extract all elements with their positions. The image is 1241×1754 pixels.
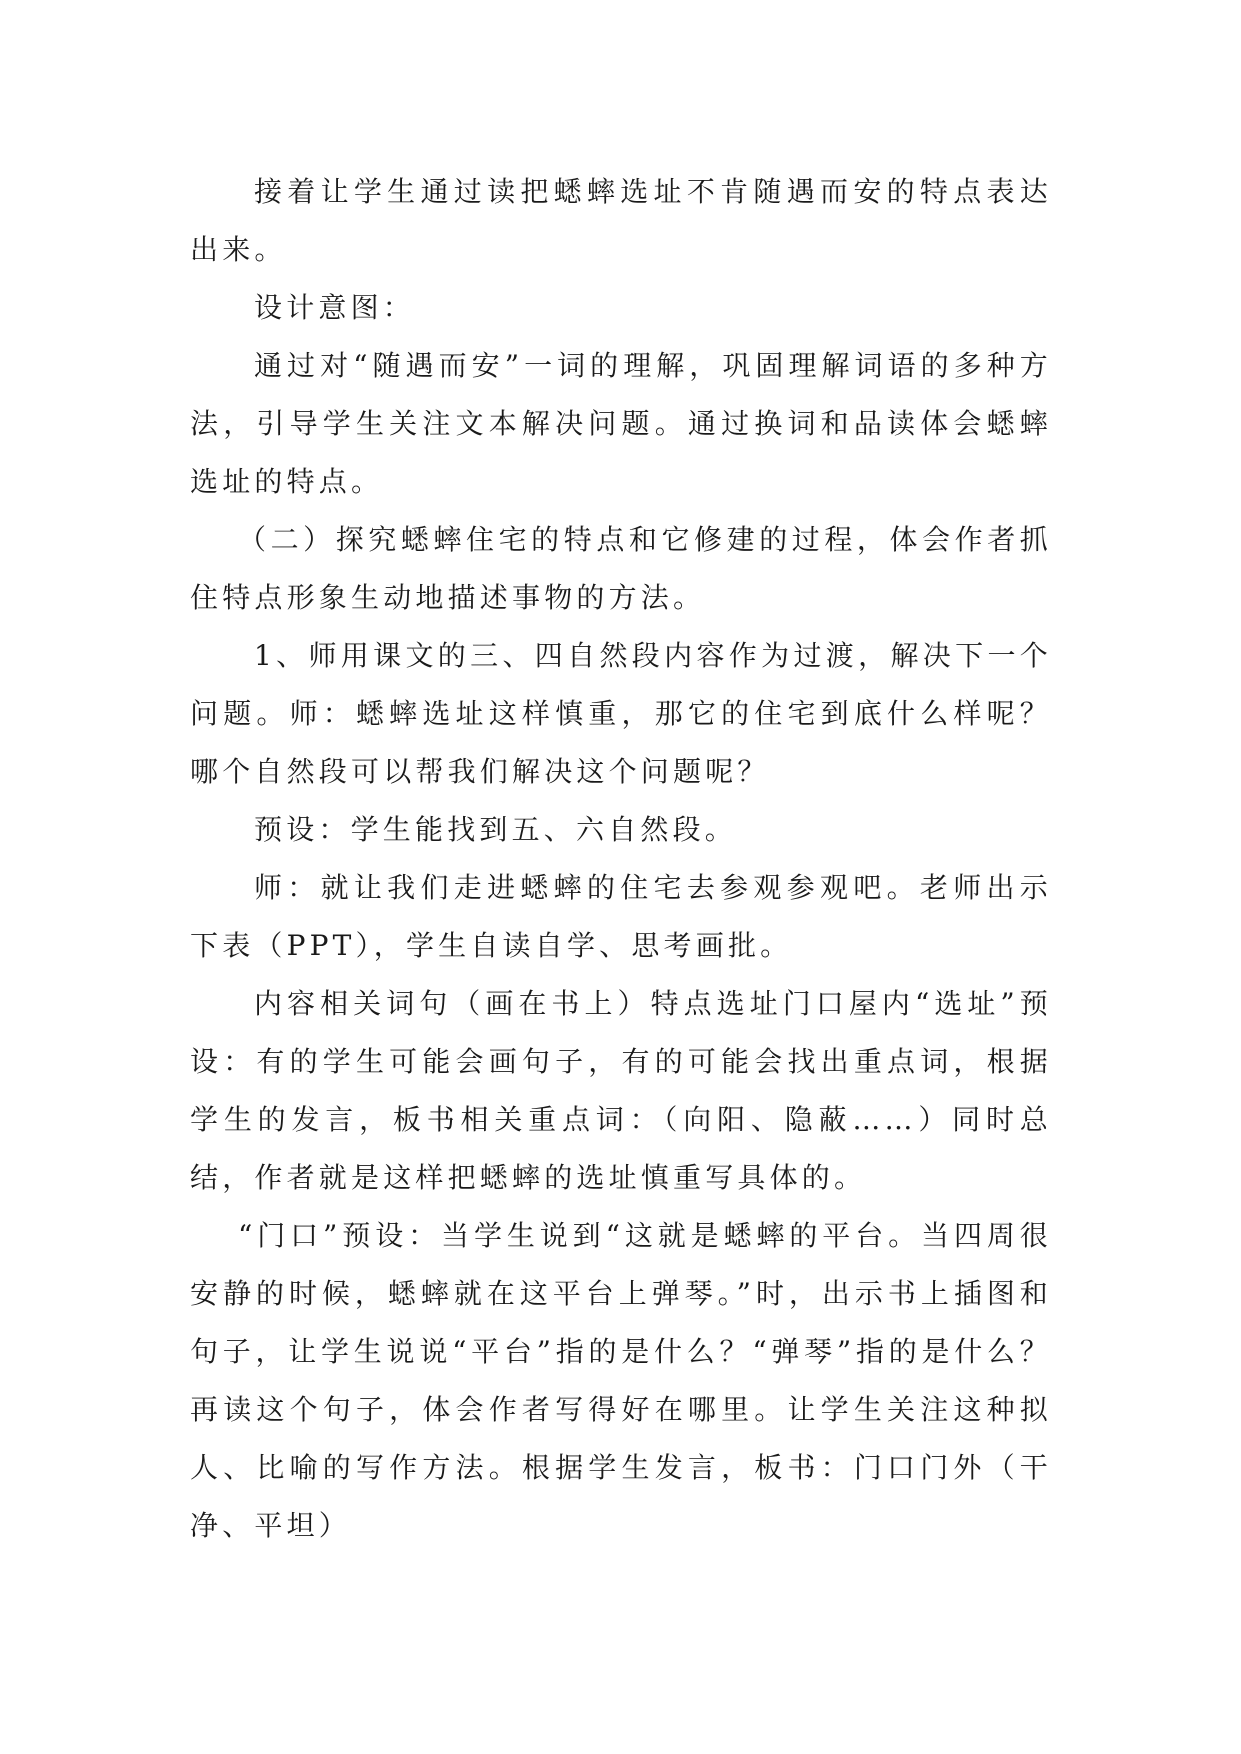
paragraph-table-site: 内容相关词句（画在书上）特点选址门口屋内“选址”预设：有的学生可能会画句子，有的可能会找出重点词，根据学生的发言，板书相关重点词：（向阳、隐蔽……）同时总结，作者就是这样把蟋蟀的选址慎重写具体的。 [190,987,1052,1194]
section-heading-two: （二）探究蟋蟀住宅的特点和它修建的过程，体会作者抓住特点形象生动地描述事物的方法。 [190,523,1052,614]
paragraph-preset-one: 预设：学生能找到五、六自然段。 [254,813,738,846]
paragraph-read-aloud: 接着让学生通过读把蟋蟀选址不肯随遇而安的特点表达出来。 [190,175,1052,266]
paragraph-teacher-instruction: 师：就让我们走进蟋蟀的住宅去参观参观吧。老师出示下表（PPT），学生自读自学、思考画批。 [190,871,1052,962]
document-body [190,163,1052,1555]
paragraph-design-intent: 通过对“随遇而安”一词的理解，巩固理解词语的多种方法，引导学生关注文本解决问题。通过换词和品读体会蟋蟀选址的特点。 [190,349,1052,498]
paragraph-doorway: “门口”预设：当学生说到“这就是蟋蟀的平台。当四周很安静的时候，蟋蟀就在这平台上弹琴。”时，出示书上插图和句子，让学生说说“平台”指的是什么？“弹琴”指的是什么？再读这个句子，体会作者写得好在哪里。让学生关注这种拟人、比喻的写作方法。根据学生发言，板书：门口门外（干净、平坦） [190,1219,1052,1542]
paragraph-step-one: 1、师用课文的三、四自然段内容作为过渡，解决下一个问题。师：蟋蟀选址这样慎重，那它的住宅到底什么样呢？哪个自然段可以帮我们解决这个问题呢？ [190,639,1052,788]
paragraph-design-intent-heading: 设计意图： [254,291,416,324]
